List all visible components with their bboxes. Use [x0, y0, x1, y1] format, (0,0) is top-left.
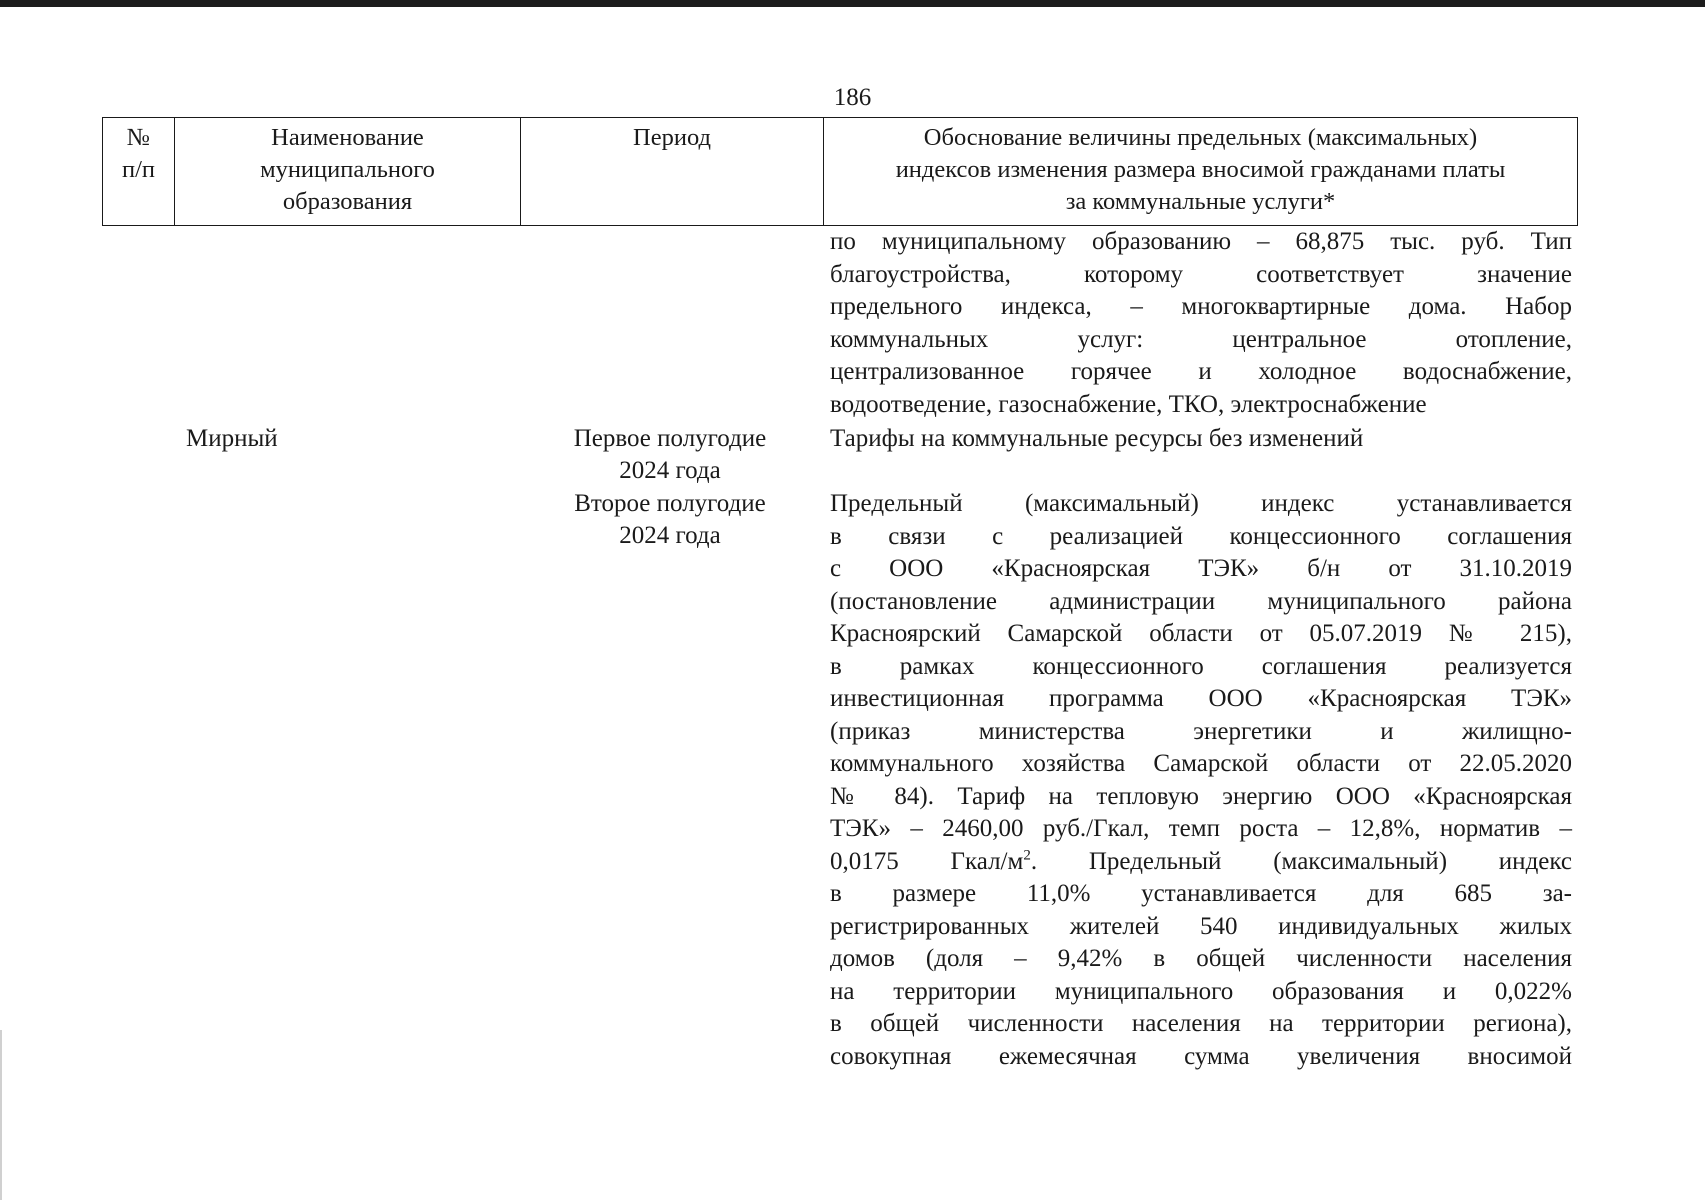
text-line: домов (доля – 9,42% в общей численности населения [830, 945, 1572, 972]
text-line-with-superscript [830, 846, 1572, 879]
text-line: водоотведение, газоснабжение, ТКО, электроснабжение [830, 390, 1427, 418]
period-text: 2024 года [619, 522, 721, 549]
text-line: коммунальных услуг: центральное отопление, [830, 325, 1572, 353]
header-text: № [126, 124, 151, 151]
scan-margin-mark [0, 1030, 2, 1200]
period-first-half [540, 423, 800, 487]
period-2-justification [830, 488, 1572, 1073]
header-col-justification [824, 118, 1577, 225]
continuation-text [830, 226, 1572, 421]
text-line: с ООО «Красноярская ТЭК» б/н от 31.10.2019 [830, 555, 1572, 582]
text-line: (приказ министерства энергетики и жилищно- [830, 717, 1572, 745]
text-line: инвестиционная программа ООО «Красноярская ТЭК» [830, 685, 1572, 712]
text-line: Предельный (максимальный) индекс устанавливается [830, 490, 1572, 517]
period-text: Второе полугодие [574, 490, 766, 517]
header-text: за коммунальные услуги* [1065, 188, 1336, 215]
header-col-municipality [175, 118, 521, 225]
text-line: в рамках концессионного соглашения реализуется [830, 652, 1572, 680]
text-line: централизованное горячее и холодное водоснабжение, [830, 358, 1572, 385]
period-1-justification [830, 423, 1572, 456]
text-line: в общей численности населения на территории региона), [830, 1010, 1572, 1037]
text-line: в связи с реализацией концессионного соглашения [830, 522, 1572, 550]
header-text: Период [633, 124, 711, 151]
text-line: в размере 11,0% устанавливается для 685 за- [830, 880, 1572, 907]
header-text: Наименование [271, 124, 424, 151]
period-text: Первое полугодие [573, 425, 767, 452]
text-line: коммунального хозяйства Самарской области от 22.05.2020 [830, 750, 1572, 777]
header-text: образования [282, 188, 413, 215]
superscript: 2 [1023, 847, 1031, 864]
text-line: совокупная ежемесячная сумма увеличения вносимой [830, 1042, 1572, 1070]
header-col-number [103, 118, 175, 225]
municipality-name: Мирный [186, 425, 278, 452]
period-second-half [540, 488, 800, 552]
text-line: регистрированных жителей 540 индивидуальных жилых [830, 912, 1572, 940]
text-line: предельного индекса, – многоквартирные дома. Набор [830, 293, 1572, 320]
text-line: на территории муниципального образования и 0,022% [830, 977, 1572, 1005]
header-text: муниципального [260, 156, 435, 183]
text-fragment: 0,0175 Гкал/м [830, 847, 1024, 875]
text-line: (постановление администрации муниципального района [830, 587, 1572, 615]
text-line: Красноярский Самарской области от 05.07.2019 № 215), [830, 620, 1572, 647]
text-line: № 84). Тариф на тепловую энергию ООО «Красноярская [830, 782, 1572, 810]
text-line: благоустройства, которому соответствует значение [830, 260, 1572, 288]
header-text: Обоснование величины предельных (максимальных) [923, 124, 1478, 151]
header-text: п/п [121, 156, 156, 183]
table-header [102, 117, 1578, 226]
period-text: 2024 года [619, 457, 721, 484]
text-line: по муниципальному образованию – 68,875 тыс. руб. Тип [830, 228, 1572, 255]
header-col-period [521, 118, 824, 225]
page-number: 186 [833, 84, 872, 111]
text-line: ТЭК» – 2460,00 руб./Гкал, темп роста – 12,8%, норматив – [830, 815, 1572, 842]
text-line: Тарифы на коммунальные ресурсы без изменений [830, 425, 1364, 452]
top-border-rule [0, 0, 1705, 7]
header-text: индексов изменения размера вносимой гражданами платы [895, 156, 1506, 183]
text-fragment: . Предельный (максимальный) индекс [1030, 847, 1572, 875]
